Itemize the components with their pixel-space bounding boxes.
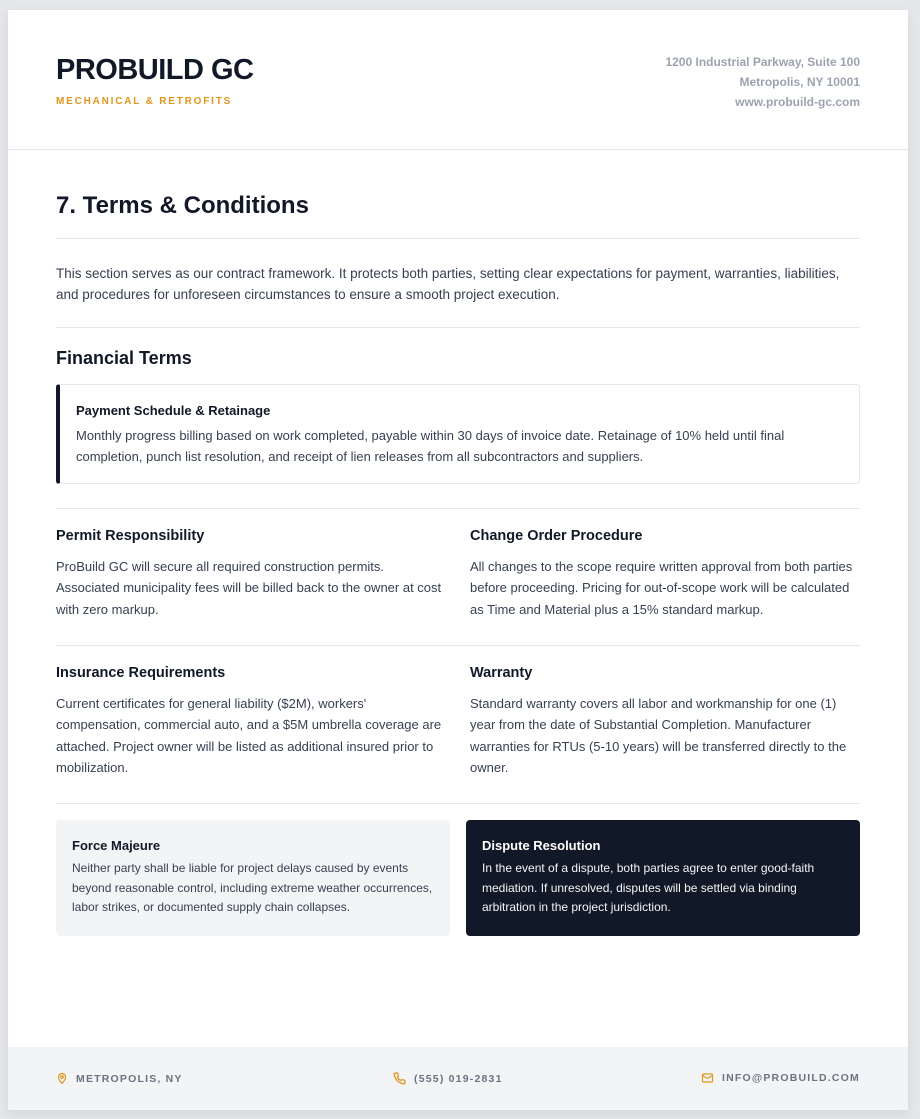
page-header [8, 10, 908, 150]
footer-email[interactable] [701, 1072, 860, 1084]
term-title: Change Order Procedure [470, 528, 643, 544]
term-title: Insurance Requirements [56, 665, 226, 681]
payment-schedule-callout [56, 384, 860, 484]
term-insurance-requirements [56, 665, 448, 778]
force-majeure-box [56, 820, 450, 936]
term-title: Permit Responsibility [56, 528, 205, 544]
footer-phone-text: (555) 019-2831 [414, 1072, 503, 1085]
company-address [665, 52, 860, 112]
box-title: Dispute Resolution [482, 838, 601, 853]
brand-name: PROBUILD GC [56, 54, 254, 86]
box-text: In the event of a dispute, both parties agree to enter good-faith mediation. If unresolved, disputes will be settled via binding arbitration in the project jurisdiction. [482, 861, 815, 914]
footer-email-text: INFO@PROBUILD.COM [722, 1072, 860, 1084]
term-text: ProBuild GC will secure all required construction permits. Associated municipality fees will be billed back to the owner at cost with zero markup. [56, 559, 442, 617]
footer-phone[interactable] [393, 1072, 503, 1085]
financial-terms-heading: Financial Terms [56, 348, 192, 368]
footer-location [56, 1072, 183, 1085]
term-title: Warranty [470, 665, 533, 681]
callout-title: Payment Schedule & Retainage [76, 403, 271, 418]
brand-tagline: MECHANICAL & RETROFITS [56, 96, 233, 107]
callout-text: Monthly progress billing based on work completed, payable within 30 days of invoice date. Retainage of 10% held until final completion, punch list resolution, and receipt of lien releases from all subcontractors and suppliers. [76, 428, 785, 464]
website-link[interactable]: www.probuild-gc.com [735, 95, 860, 109]
address-line-1: 1200 Industrial Parkway, Suite 100 [665, 55, 860, 69]
footer-location-text: METROPOLIS, NY [76, 1072, 183, 1085]
terms-row-divider [56, 645, 860, 646]
dispute-resolution-box [466, 820, 860, 936]
terms-bottom-divider [56, 803, 860, 804]
term-warranty [470, 665, 862, 778]
map-pin-icon [56, 1072, 68, 1085]
box-text: Neither party shall be liable for project delays caused by events beyond reasonable control, including extreme weather occurrences, labor strikes, or documented supply chain collapses. [72, 861, 433, 914]
phone-icon [393, 1072, 406, 1085]
mail-icon [701, 1072, 714, 1084]
proposal-page [8, 10, 908, 1110]
section-intro: This section serves as our contract framework. It protects both parties, setting clear expectations for payment, warranties, liabilities, and procedures for unforeseen circumstances to ensure a smooth project execution. [56, 266, 840, 302]
intro-divider [56, 327, 860, 328]
financial-divider [56, 508, 860, 509]
term-permit-responsibility [56, 528, 448, 620]
term-text: Current certificates for general liability ($2M), workers' compensation, commercial auto, and a $5M umbrella coverage are attached. Project owner will be listed as additional insured prior to mobilization. [56, 696, 442, 775]
term-text: Standard warranty covers all labor and workmanship for one (1) year from the date of Substantial Completion. Manufacturer warranties for RTUs (5-10 years) will be transferred directly to the owner. [470, 696, 847, 775]
term-change-order-procedure [470, 528, 862, 620]
term-text: All changes to the scope require written approval from both parties before proceeding. Pricing for out-of-scope work will be calculated as Time and Material plus a 15% standard markup. [470, 559, 853, 617]
page-footer [8, 1047, 908, 1110]
brand-block [56, 54, 254, 107]
section-title: 7. Terms & Conditions [56, 192, 309, 219]
box-title: Force Majeure [72, 838, 161, 853]
address-line-2: Metropolis, NY 10001 [739, 75, 860, 89]
title-divider [56, 238, 860, 239]
